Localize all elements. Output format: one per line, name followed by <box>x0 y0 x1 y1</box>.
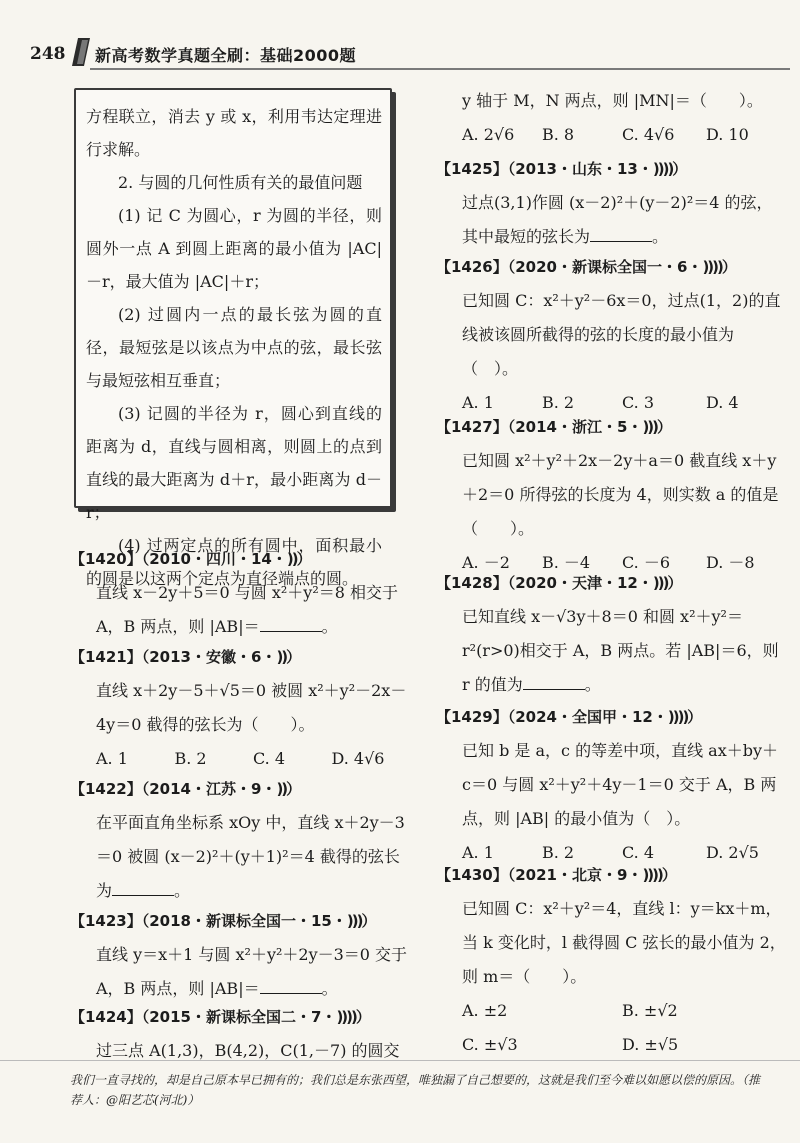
footer-quote: 我们一直寻找的，却是自己原本早已拥有的；我们总是东张西望，唯独漏了自己想要的，这就是我们至今难以如愿以偿的原因。（推荐人：@阳艺芯(河北)） <box>70 1073 761 1107</box>
difficulty-moons-icon: ))) <box>642 418 658 436</box>
option: A. 2√6 <box>462 125 515 144</box>
question-header: 【1421】（2013・安徽・6・))） <box>70 648 302 666</box>
option: A. －2 <box>462 553 510 572</box>
tip-paragraph: (4) 过两定点的所有圆中，面积最小的圆是以这两个定点为直径端点的圆。 <box>86 536 382 588</box>
option: D. ±√5 <box>622 1035 679 1054</box>
option: C. 4 <box>253 749 286 768</box>
question-header: 【1423】（2018・新课标全国一・15・)))） <box>70 912 377 930</box>
question-1430 <box>436 858 786 1062</box>
question-1422 <box>70 772 410 908</box>
question-1424 <box>70 1000 410 1068</box>
question-1421 <box>70 640 410 776</box>
difficulty-moons-icon: )))) <box>642 866 662 884</box>
option: A. 1 <box>96 749 128 768</box>
question-1429 <box>436 700 786 870</box>
page-number: 248 <box>30 44 66 64</box>
answer-blank <box>260 992 322 994</box>
question-header: 【1430】（2021・北京・9・))))） <box>436 866 677 884</box>
answer-blank <box>523 688 585 690</box>
question-header: 【1426】（2020・新课标全国一・6・))))） <box>436 258 737 276</box>
question-header: 【1427】（2014・浙江・5・)))） <box>436 418 673 436</box>
question-1423 <box>70 904 410 1006</box>
option: A. 1 <box>462 393 494 412</box>
tip-paragraph: 2. 与圆的几何性质有关的最值问题 <box>118 173 363 192</box>
option: A. ±2 <box>462 1001 508 1020</box>
question-1425 <box>436 152 786 254</box>
option-row <box>436 118 786 152</box>
question-header: 【1422】（2014・江苏・9・))） <box>70 780 302 798</box>
book-tab-icon <box>72 38 90 66</box>
option: B. －4 <box>542 553 591 572</box>
question-stem: 直线 y＝x＋1 与圆 x²＋y²＋2y－3＝0 交于 A，B 两点，则 |AB|＝ 。 <box>96 945 408 998</box>
difficulty-moons-icon: ))) <box>652 574 668 592</box>
question-stem: 过点(3,1)作圆 (x－2)²＋(y－2)²＝4 的弦，其中最短的弦长为 。 <box>462 193 773 246</box>
answer-blank <box>590 240 652 242</box>
answer-blank <box>112 894 174 896</box>
question-stem: 已知 b 是 a，c 的等差中项，直线 ax＋by＋c＝0 与圆 x²＋y²＋4y－1＝0 交于 A，B 两点，则 |AB| 的最小值为（ ）。 <box>462 741 779 828</box>
tip-paragraph: (1) 记 C 为圆心，r 为圆的半径，则圆外一点 A 到圆上距离的最小值为 |AC|－r，最大值为 |AC|＋r； <box>86 206 382 291</box>
page-header <box>0 0 800 80</box>
question-1428 <box>436 566 786 702</box>
option: C. 4 <box>622 843 655 862</box>
footer-rule <box>0 1060 800 1061</box>
difficulty-moons-icon: )) <box>276 648 287 666</box>
question-stem: 已知圆 x²＋y²＋2x－2y＋a＝0 截直线 x＋y＋2＝0 所得弦的长度为 4，则实数 a 的值是（ ）。 <box>462 451 779 538</box>
option: B. 8 <box>542 125 575 144</box>
question-1424-continued <box>436 84 786 152</box>
question-stem: 过三点 A(1,3)，B(4,2)，C(1,－7) 的圆交 <box>96 1041 400 1060</box>
difficulty-moons-icon: )))) <box>652 160 673 178</box>
question-stem: 直线 x＋2y－5＋√5＝0 被圆 x²＋y²－2x－4y＝0 截得的弦长为（ ）。 <box>96 681 407 734</box>
option: D. 2√5 <box>706 843 759 862</box>
question-stem: 直线 x－2y＋5＝0 与圆 x²＋y²＝8 相交于 A，B 两点，则 |AB|＝ 。 <box>96 583 399 636</box>
difficulty-moons-icon: )) <box>276 780 287 798</box>
tip-paragraph: (2) 过圆内一点的最长弦为圆的直径，最短弦是以该点为中点的弦，最长弦与最短弦相互垂直； <box>86 305 382 390</box>
question-header: 【1420】（2010・四川・14・))） <box>70 550 312 568</box>
option: D. 4 <box>706 393 739 412</box>
option: B. 2 <box>542 843 575 862</box>
question-stem: 已知圆 C：x²＋y²＝4，直线 l：y＝kx＋m，当 k 变化时，l 截得圆 C 弦长的最小值为 2，则 m＝（ ）。 <box>462 899 786 986</box>
option: B. 2 <box>542 393 575 412</box>
tip-paragraph: 方程联立，消去 y 或 x，利用韦达定理进行求解。 <box>86 107 382 159</box>
option: C. －6 <box>622 553 671 572</box>
question-header: 【1424】（2015・新课标全国二・7・))))） <box>70 1008 371 1026</box>
difficulty-moons-icon: )))) <box>336 1008 356 1026</box>
option-row <box>436 994 786 1028</box>
question-header: 【1425】（2013・山东・13・))))） <box>436 160 688 178</box>
difficulty-moons-icon: )))) <box>702 258 722 276</box>
question-1426 <box>436 250 786 420</box>
option: D. －8 <box>706 553 755 572</box>
tip-paragraph: (3) 记圆的半径为 r，圆心到直线的距离为 d，直线与圆相离，则圆上的点到直线的最大距离为 d＋r，最小距离为 d－r； <box>86 404 382 522</box>
option: C. ±√3 <box>462 1035 518 1054</box>
option: A. 1 <box>462 843 494 862</box>
option: D. 4√6 <box>331 749 385 768</box>
option-row <box>436 1028 786 1062</box>
question-header: 【1428】（2020・天津・12・)))） <box>436 574 683 592</box>
option: B. ±√2 <box>622 1001 678 1020</box>
question-1427 <box>436 410 786 580</box>
option: B. 2 <box>174 749 207 768</box>
question-header: 【1429】（2024・全国甲・12・))))） <box>436 708 703 726</box>
book-title: 新高考数学真题全刷：基础2000题 <box>95 46 357 65</box>
difficulty-moons-icon: ))) <box>346 912 362 930</box>
difficulty-moons-icon: )) <box>286 550 297 568</box>
question-1420 <box>70 542 410 644</box>
option-row <box>70 742 410 776</box>
difficulty-moons-icon: )))) <box>667 708 688 726</box>
option: D. 10 <box>706 125 749 144</box>
question-stem: y 轴于 M，N 两点，则 |MN|＝（ ）。 <box>462 91 763 110</box>
question-stem: 已知直线 x－√3y＋8＝0 和圆 x²＋y²＝r²(r>0)相交于 A，B 两点。若 |AB|＝6，则 r 的值为 。 <box>462 607 779 694</box>
question-stem: 在平面直角坐标系 xOy 中，直线 x＋2y－3＝0 被圆 (x－2)²＋(y＋1)²＝4 截得的弦长为 。 <box>96 813 405 900</box>
answer-blank <box>260 630 322 632</box>
option: C. 4√6 <box>622 125 675 144</box>
question-stem: 已知圆 C：x²＋y²－6x＝0，过点(1，2)的直线被该圆所截得的弦的长度的最小值为（ ）。 <box>462 291 781 378</box>
header-rule <box>90 68 790 70</box>
option: C. 3 <box>622 393 655 412</box>
